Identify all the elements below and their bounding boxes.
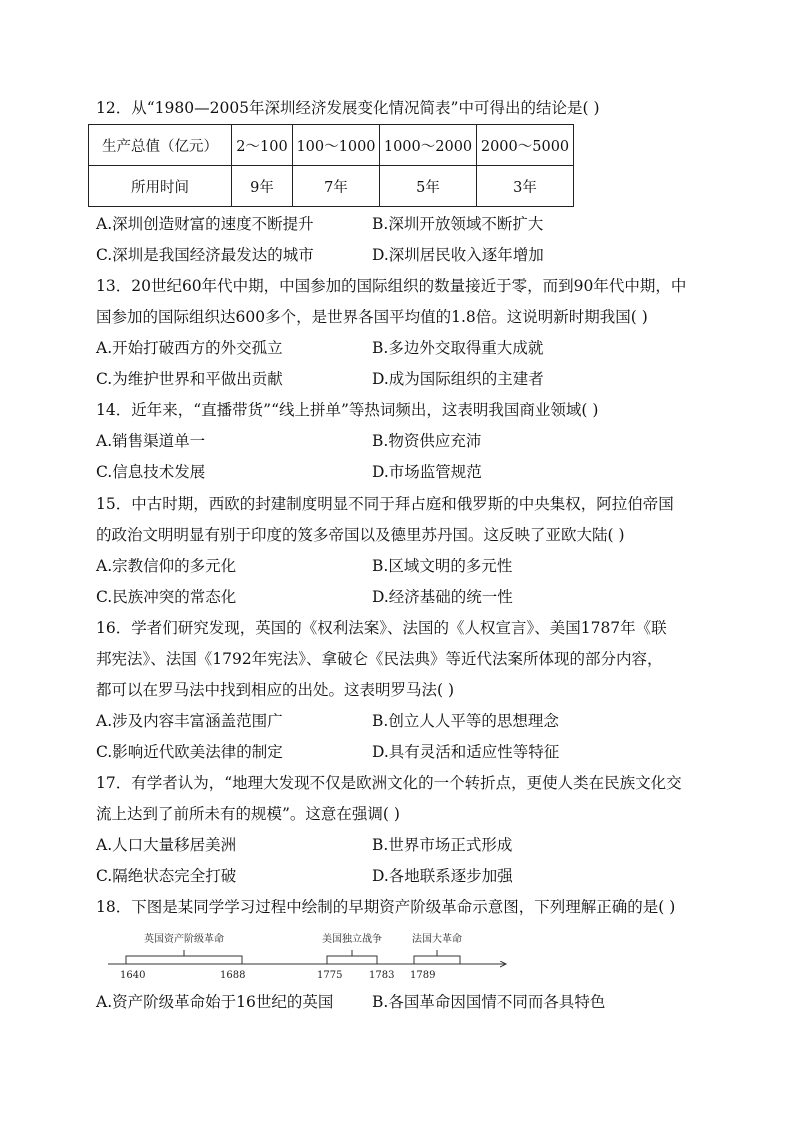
q16-option-d: D.具有灵活和适应性等特征 xyxy=(372,743,560,761)
event-label-french-revolution: 法国大革命 xyxy=(412,934,462,945)
q18-stem-line: 18．下图是某同学学习过程中绘制的早期资产阶级革命示意图，下列理解正确的是( ) xyxy=(96,898,676,916)
q16-stem-line: 16．学者们研究发现，英国的《权利法案》、法国的《人权宣言》、美国1787年《联 xyxy=(96,619,667,637)
q12-option-b: B.深圳开放领域不断扩大 xyxy=(372,215,544,233)
q13-option-c: C.为维护世界和平做出贡献 xyxy=(96,370,283,388)
q18-option-a: A.资产阶级革命始于16世纪的英国 xyxy=(96,993,334,1011)
q15-option-a: A.宗教信仰的多元化 xyxy=(96,557,237,575)
tick-label: 1789 xyxy=(410,970,436,980)
q12-stem: 12．从“1980—2005年深圳经济发展变化情况简表”中可得出的结论是( ) xyxy=(96,99,600,117)
q15-option-d: D.经济基础的统一性 xyxy=(372,588,513,606)
q14-option-a: A.销售渠道单一 xyxy=(96,432,206,450)
table-cell: 100～1000 xyxy=(293,125,380,166)
tick-label: 1640 xyxy=(120,970,146,980)
q16-option-c: C.影响近代欧美法律的制定 xyxy=(96,743,283,761)
table-cell: 3年 xyxy=(477,166,574,207)
event-label-english-revolution: 英国资产阶级革命 xyxy=(144,934,224,945)
q12-table xyxy=(88,124,574,207)
q15-stem-line: 的政治文明明显有别于印度的笈多帝国以及德里苏丹国。这反映了亚欧大陆( ) xyxy=(96,526,625,544)
q17-option-c: C.隔绝状态完全打破 xyxy=(96,867,237,885)
q13-stem-line: 13．20世纪60年代中期，中国参加的国际组织的数量接近于零，而到90年代中期，中 xyxy=(96,277,687,295)
q15-option-b: B.区域文明的多元性 xyxy=(372,557,513,575)
table-cell: 5年 xyxy=(380,166,477,207)
q13-option-b: B.多边外交取得重大成就 xyxy=(372,339,544,357)
q12-option-a: A.深圳创造财富的速度不断提升 xyxy=(96,215,314,233)
q16-option-b: B.创立人人平等的思想理念 xyxy=(372,712,559,730)
q17-stem-line: 流上达到了前所未有的规模”。这意在强调( ) xyxy=(96,805,400,823)
tick-label: 1688 xyxy=(220,970,246,980)
q17-option-a: A.人口大量移居美洲 xyxy=(96,836,237,854)
table-cell: 2～100 xyxy=(232,125,293,166)
table-cell: 7年 xyxy=(293,166,380,207)
event-bracket-american-war xyxy=(327,956,377,964)
table-row xyxy=(89,125,574,166)
tick-label: 1775 xyxy=(317,970,343,980)
q14-option-b: B.物资供应充沛 xyxy=(372,432,482,450)
q12-option-d: D.深圳居民收入逐年增加 xyxy=(372,246,544,264)
q17-option-b: B.世界市场正式形成 xyxy=(372,836,513,854)
event-bracket-french-revolution xyxy=(414,956,460,964)
table-cell: 2000～5000 xyxy=(477,125,574,166)
q14-option-d: D.市场监管规范 xyxy=(372,463,482,481)
q14-option-c: C.信息技术发展 xyxy=(96,463,206,481)
q15-stem-line: 15．中古时期，西欧的封建制度明显不同于拜占庭和俄罗斯的中央集权，阿拉伯帝国 xyxy=(96,495,674,513)
event-label-american-war: 美国独立战争 xyxy=(322,934,382,945)
q17-option-d: D.各地联系逐步加强 xyxy=(372,867,513,885)
table-cell: 9年 xyxy=(232,166,293,207)
q13-stem-line: 国参加的国际组织达600多个，是世界各国平均值的1.8倍。这说明新时期我国( ) xyxy=(96,308,648,326)
q14-stem-line: 14．近年来，“直播带货”“线上拼单”等热词频出，这表明我国商业领域( ) xyxy=(96,401,599,419)
table-cell: 1000～2000 xyxy=(380,125,477,166)
q12-option-c: C.深圳是我国经济最发达的城市 xyxy=(96,246,314,264)
q13-option-d: D.成为国际组织的主建者 xyxy=(372,370,544,388)
q16-stem-line: 邦宪法》、法国《1792年宪法》、拿破仑《民法典》等近代法案所体现的部分内容， xyxy=(96,650,663,668)
q17-stem-line: 17．有学者认为，“地理大发现不仅是欧洲文化的一个转折点，更使人类在民族文化交 xyxy=(96,774,682,792)
table-row xyxy=(89,166,574,207)
q13-option-a: A.开始打破西方的外交孤立 xyxy=(96,339,283,357)
event-bracket-english-revolution xyxy=(126,956,242,964)
q15-option-c: C.民族冲突的常态化 xyxy=(96,588,237,606)
table-cell-header: 生产总值（亿元） xyxy=(89,125,232,166)
tick-label: 1783 xyxy=(369,970,395,980)
q18-option-b: B.各国革命因国情不同而各具特色 xyxy=(372,993,606,1011)
q16-option-a: A.涉及内容丰富涵盖范围广 xyxy=(96,712,283,730)
q16-stem-line: 都可以在罗马法中找到相应的出处。这表明罗马法( ) xyxy=(96,681,455,699)
revolution-timeline-diagram xyxy=(108,926,518,980)
table-cell-header: 所用时间 xyxy=(89,166,232,207)
